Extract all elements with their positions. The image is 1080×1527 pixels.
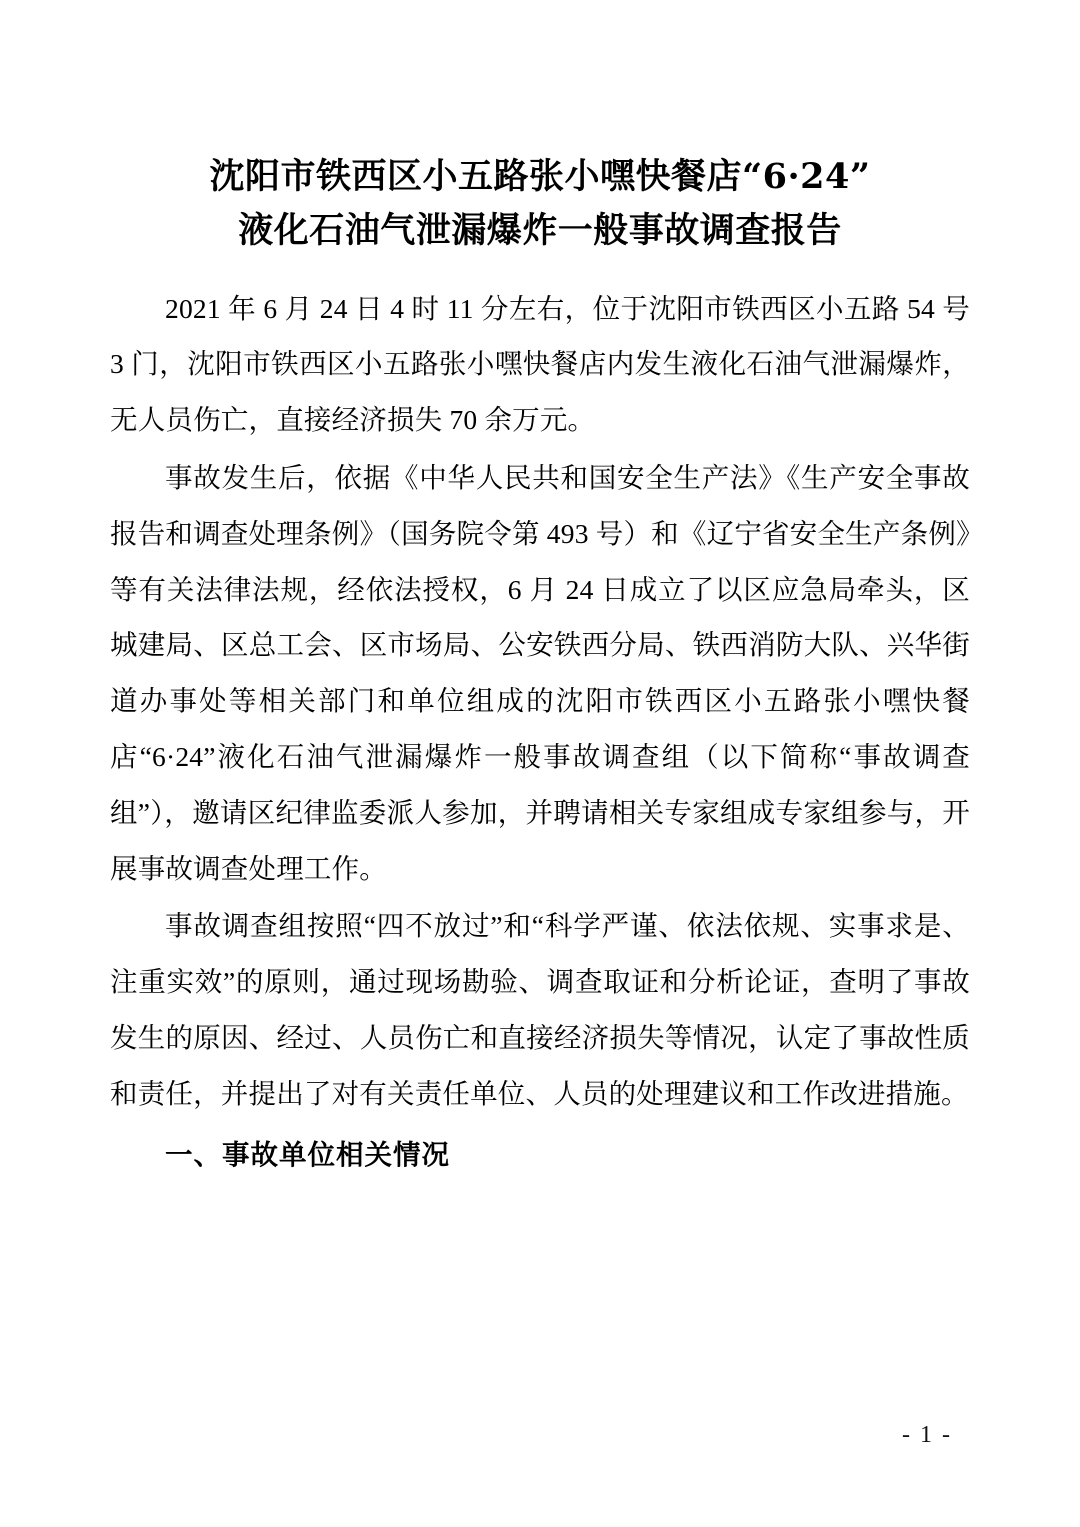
title-line-2: 液化石油气泄漏爆炸一般事故调查报告 (238, 210, 842, 252)
section-heading-1: 一、事故单位相关情况 (165, 1138, 450, 1171)
paragraph-2: 事故发生后，依据《中华人民共和国安全生产法》《生产安全事故报告和调查处理条例》（国务院令第 493 号）和《辽宁省安全生产条例》等有关法律法规，经依法授权，6 月 24 日成立了以区应急局牵头，区城建局、区总工会、区市场局、公安铁西分局、铁西消防大队、兴华街道办事处等相关部门和单位组成的沈阳市铁西区小五路张小嘿快餐店“6·24”液化石油气泄漏爆炸一般事故调查组（以下简称“事故调查组”），邀请区纪律监委派人参加，并聘请相关专家组成专家组参与，开展事故调查处理工作。 (110, 461, 970, 884)
paragraph-3: 事故调查组按照“四不放过”和“科学严谨、依法依规、实事求是、注重实效”的原则，通过现场勘验、调查取证和分析论证，查明了事故发生的原因、经过、人员伤亡和直接经济损失等情况，认定了事故性质和责任，并提出了对有关责任单位、人员的处理建议和工作改进措施。 (110, 910, 970, 1109)
paragraph-1: 2021 年 6 月 24 日 4 时 11 分左右，位于沈阳市铁西区小五路 54 号 3 门，沈阳市铁西区小五路张小嘿快餐店内发生液化石油气泄漏爆炸，无人员伤亡，直接经济损失 70 余万元。 (110, 292, 970, 436)
page-title (110, 150, 970, 259)
title-line-1: 沈阳市铁西区小五路张小嘿快餐店“6·24” (209, 156, 871, 197)
page-number: - 1 - (902, 1422, 952, 1448)
